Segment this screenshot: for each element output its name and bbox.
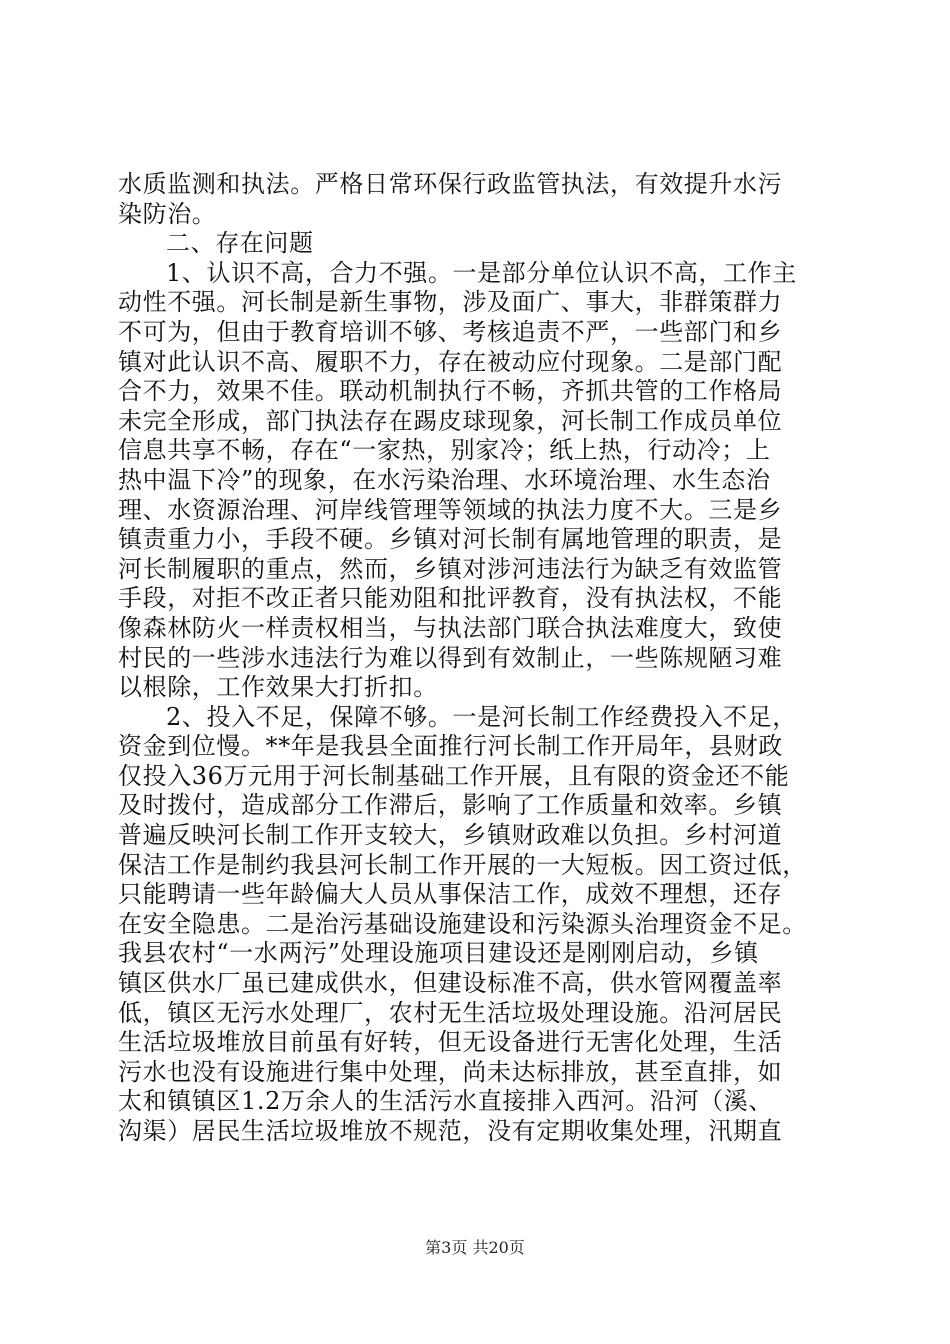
text-line: 资金到位慢。**年是我县全面推行河长制工作开局年，县财政 — [118, 732, 783, 761]
text-line: 污水也没有设施进行集中处理，尚未达标排放，甚至直排，如 — [118, 1057, 783, 1086]
text-line: 未完全形成，部门执法存在踢皮球现象，河长制工作成员单位 — [118, 406, 783, 435]
text-line: 及时拨付，造成部分工作滞后，影响了工作质量和效率。乡镇 — [118, 791, 783, 820]
text-line: 理、水资源治理、河岸线管理等领域的执法力度不大。三是乡 — [118, 495, 783, 524]
text-line: 只能聘请一些年龄偏大人员从事保洁工作，成效不理想，还存 — [118, 880, 783, 909]
page-number: 第3页 共20页 — [425, 1238, 525, 1257]
text-line: 水质监测和执法。严格日常环保行政监管执法，有效提升水污 — [118, 170, 783, 198]
text-line: 在安全隐患。二是治污基础设施建设和污染源头治理资金不足。 — [118, 909, 807, 938]
text-line: 普遍反映河长制工作开支较大，乡镇财政难以负担。乡村河道 — [118, 821, 783, 850]
text-line: 镇区供水厂虽已建成供水，但建设标准不高，供水管网覆盖率 — [118, 969, 783, 998]
text-line: 染防治。 — [118, 199, 217, 228]
text-line: 沟渠）居民生活垃圾堆放不规范，没有定期收集处理，汛期直 — [118, 1117, 783, 1145]
text-line: 生活垃圾堆放目前虽有好转，但无设备进行无害化处理，生活 — [118, 1028, 783, 1057]
text-line: 镇对此认识不高、履职不力，存在被动应付现象。二是部门配 — [118, 347, 783, 376]
body-text — [118, 170, 836, 1147]
text-line: 合不力，效果不佳。联动机制执行不畅，齐抓共管的工作格局 — [118, 377, 783, 406]
section-heading: 二、存在问题 — [166, 229, 314, 258]
text-line: 我县农村“一水两污”处理设施项目建设还是刚刚启动，乡镇 — [118, 939, 759, 968]
text-line: 仅投入36万元用于河长制基础工作开展，且有限的资金还不能 — [118, 761, 790, 790]
text-line: 村民的一些涉水违法行为难以得到有效制止，一些陈规陋习难 — [118, 643, 783, 672]
text-line: 不可为，但由于教育培训不够、考核追责不严，一些部门和乡 — [118, 317, 783, 346]
text-line: 太和镇镇区1.2万余人的生活污水直接排入西河。沿河（溪、 — [118, 1087, 773, 1116]
text-line: 以根除，工作效果大打折扣。 — [118, 673, 438, 702]
text-line: 动性不强。河长制是新生事物，涉及面广、事大，非群策群力 — [118, 288, 783, 317]
paragraph-start: 2、投入不足，保障不够。一是河长制工作经费投入不足， — [166, 702, 797, 731]
text-line: 像森林防火一样责权相当，与执法部门联合执法难度大，致使 — [118, 613, 783, 642]
text-line: 手段，对拒不改正者只能劝阻和批评教育，没有执法权，不能 — [118, 584, 783, 613]
paragraph-start: 1、认识不高，合力不强。一是部分单位认识不高，工作主 — [166, 258, 797, 287]
text-line: 低，镇区无污水处理厂，农村无生活垃圾处理设施。沿河居民 — [118, 998, 783, 1027]
page-footer — [0, 1238, 950, 1258]
text-line: 保洁工作是制约我县河长制工作开展的一大短板。因工资过低， — [118, 850, 807, 879]
text-line: 河长制履职的重点，然而，乡镇对涉河违法行为缺乏有效监管 — [118, 554, 783, 583]
text-line: 信息共享不畅，存在“一家热，别家冷；纸上热，行动冷；上 — [118, 436, 771, 465]
text-line: 热中温下冷”的现象，在水污染治理、水环境治理、水生态治 — [118, 465, 771, 494]
text-line: 镇责重力小，手段不硬。乡镇对河长制有属地管理的职责，是 — [118, 525, 783, 554]
